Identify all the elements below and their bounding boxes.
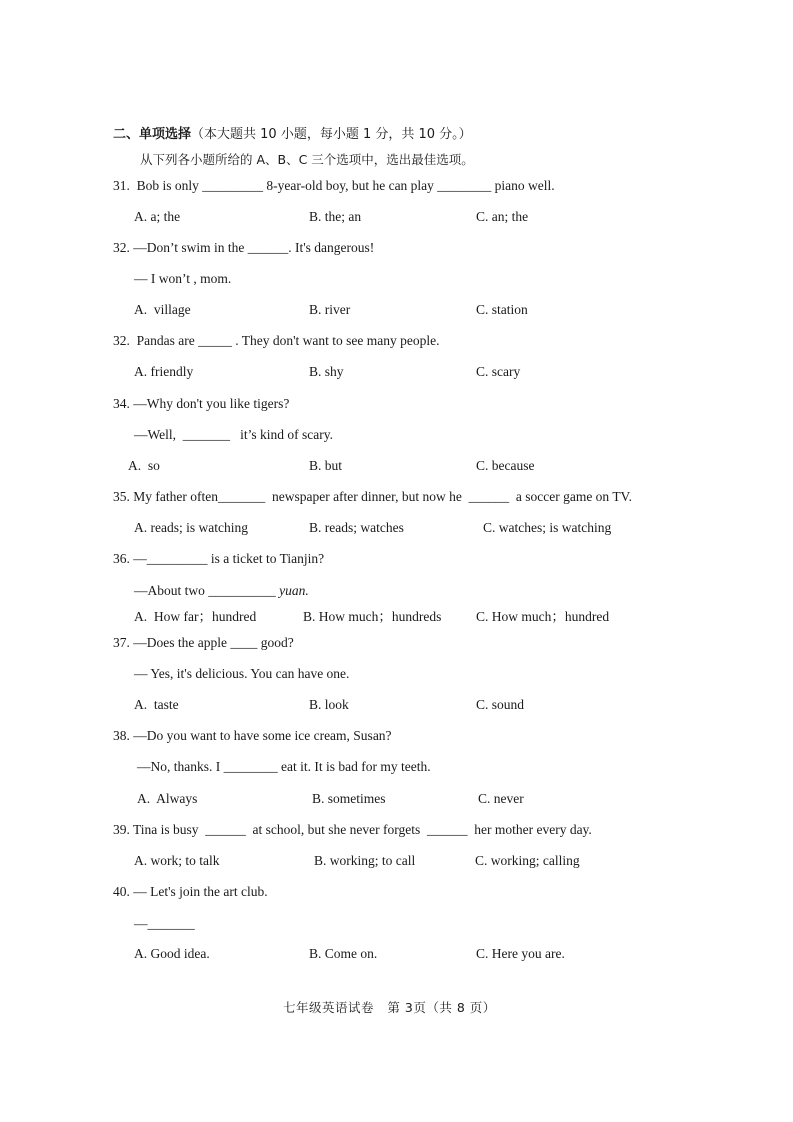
section-instruction: 从下列各小题所给的 A、B、C 三个选项中，选出最佳选项。 bbox=[140, 152, 474, 167]
question-38-option-b[interactable]: B. sometimes bbox=[312, 791, 386, 806]
question-36-reply-yuan: yuan. bbox=[279, 583, 309, 598]
question-33-stem: 32. Pandas are _____ . They don't want to see many people. bbox=[113, 333, 440, 348]
question-40-option-a[interactable]: A. Good idea. bbox=[134, 946, 210, 961]
question-33-option-b[interactable]: B. shy bbox=[309, 364, 344, 379]
page-footer: 七年级英语试卷 第 3页（共 8 页） bbox=[283, 1000, 496, 1015]
question-31-option-c[interactable]: C. an; the bbox=[476, 209, 529, 224]
question-35-option-a[interactable]: A. reads; is watching bbox=[134, 520, 248, 535]
question-37-reply: — Yes, it's delicious. You can have one. bbox=[134, 666, 350, 681]
question-37-stem: 37. —Does the apple ____ good? bbox=[113, 635, 294, 650]
question-31-option-b[interactable]: B. the; an bbox=[309, 209, 362, 224]
question-37-option-a[interactable]: A. taste bbox=[134, 697, 179, 712]
question-39-option-b[interactable]: B. working; to call bbox=[314, 853, 416, 868]
question-38-option-a[interactable]: A. Always bbox=[137, 791, 198, 806]
question-36-option-c[interactable]: C. How much；hundred bbox=[476, 609, 610, 624]
section-title: 二、单项选择 bbox=[113, 127, 192, 142]
question-36-option-b[interactable]: B. How much；hundreds bbox=[303, 609, 442, 624]
question-38-stem: 38. —Do you want to have some ice cream, Susan? bbox=[113, 728, 392, 743]
question-38-reply: —No, thanks. I ________ eat it. It is bad for my teeth. bbox=[137, 759, 431, 774]
section-note: （本大题共 10 小题，每小题 1 分，共 10 分。） bbox=[191, 127, 472, 142]
question-35-stem: 35. My father often_______ newspaper after dinner, but now he ______ a soccer game on TV. bbox=[113, 489, 632, 504]
question-33-option-c[interactable]: C. scary bbox=[476, 364, 521, 379]
question-34-reply: —Well, _______ it’s kind of scary. bbox=[134, 427, 334, 442]
question-33-option-a[interactable]: A. friendly bbox=[134, 364, 194, 379]
question-34-stem: 34. —Why don't you like tigers? bbox=[113, 396, 290, 411]
question-32-reply: — I won’t , mom. bbox=[134, 271, 232, 286]
question-34-option-a[interactable]: A. so bbox=[128, 458, 160, 473]
question-39-stem: 39. Tina is busy ______ at school, but she never forgets ______ her mother every day. bbox=[113, 822, 592, 837]
question-31-stem: 31. Bob is only _________ 8-year-old boy, but he can play ________ piano well. bbox=[113, 178, 555, 193]
question-31-option-a[interactable]: A. a; the bbox=[134, 209, 181, 224]
question-35-option-c[interactable]: C. watches; is watching bbox=[483, 520, 612, 535]
question-40-option-b[interactable]: B. Come on. bbox=[309, 946, 378, 961]
question-39-option-c[interactable]: C. working; calling bbox=[475, 853, 580, 868]
question-40-stem: 40. — Let's join the art club. bbox=[113, 884, 268, 899]
question-35-option-b[interactable]: B. reads; watches bbox=[309, 520, 404, 535]
question-37-option-c[interactable]: C. sound bbox=[476, 697, 525, 712]
question-32-option-a[interactable]: A. village bbox=[134, 302, 191, 317]
question-36-option-a[interactable]: A. How far；hundred bbox=[134, 609, 257, 624]
question-34-option-b[interactable]: B. but bbox=[309, 458, 343, 473]
question-32-option-b[interactable]: B. river bbox=[309, 302, 351, 317]
question-36-reply-text: —About two __________ bbox=[134, 583, 276, 598]
section-heading bbox=[113, 127, 472, 143]
question-32-stem: 32. —Don’t swim in the ______. It's dangerous! bbox=[113, 240, 375, 255]
question-36-stem: 36. —_________ is a ticket to Tianjin? bbox=[113, 551, 325, 566]
question-40-reply: —_______ bbox=[134, 916, 195, 931]
question-38-option-c[interactable]: C. never bbox=[478, 791, 524, 806]
question-36-reply bbox=[134, 583, 309, 599]
question-40-option-c[interactable]: C. Here you are. bbox=[476, 946, 565, 961]
question-32-option-c[interactable]: C. station bbox=[476, 302, 528, 317]
question-34-option-c[interactable]: C. because bbox=[476, 458, 535, 473]
question-39-option-a[interactable]: A. work; to talk bbox=[134, 853, 220, 868]
question-37-option-b[interactable]: B. look bbox=[309, 697, 349, 712]
